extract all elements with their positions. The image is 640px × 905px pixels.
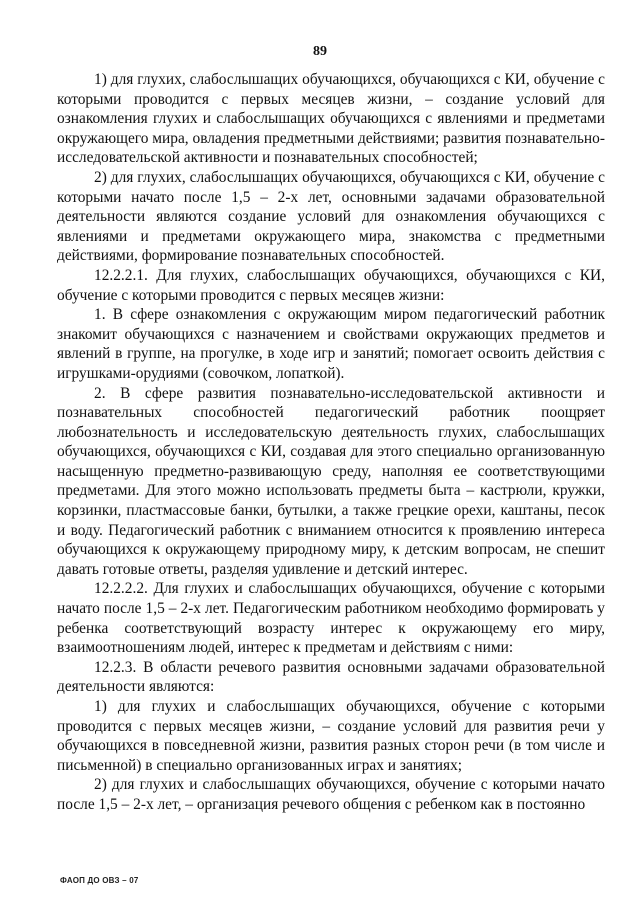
page-number: 89 bbox=[313, 44, 327, 59]
paragraph: 2. В сфере развития познавательно-исследовательской активности и познавательных способностей педагогический работник поощряет любознательность и исследовательскую деятельность глухих, слабослышащих обучающихся, обучающихся с КИ, создавая для этого специально организованную насыщенную предметно-развивающую среду, наполняя ее соответствующими предметами. Для этого можно использовать предметы быта – кастрюли, кружки, корзинки, пластмассовые банки, бутылки, а также грецкие орехи, каштаны, песок и воду. Педагогический работник с вниманием относится к проявлению интереса обучающихся к окружающему природному миру, к детским вопросам, не спешит давать готовые ответы, разделяя удивление и детский интерес. bbox=[57, 384, 605, 578]
paragraph: 2) для глухих, слабослышащих обучающихся, обучающихся с КИ, обучение с которыми начато после 1,5 – 2-х лет, основными задачами образовательной деятельности являются создание условий для ознакомления обучающихся с явлениями и предметами окружающего мира, знакомства с предметными действиями, формирование познавательных способностей. bbox=[57, 168, 605, 265]
paragraph: 2) для глухих и слабослышащих обучающихся, обучение с которыми начато после 1,5 – 2-х лет, – организация речевого общения с ребенком как в постоянно bbox=[57, 776, 605, 813]
paragraph: 1) для глухих и слабослышащих обучающихся, обучение с которыми проводится с первых месяцев жизни, – создание условий для развития речи у обучающихся в повседневной жизни, развития разных сторон речи (в том числе и письменной) в специально организованных играх и занятиях; bbox=[57, 698, 605, 774]
paragraph: 1) для глухих, слабослышащих обучающихся, обучающихся с КИ, обучение с которыми проводится с первых месяцев жизни, – создание условий для ознакомления глухих и слабослышащих обучающихся с явлениями и предметами окружающего мира, овладения предметными действиями; развития познавательно-исследовательской активности и познавательных способностей; bbox=[57, 71, 605, 167]
paragraph: 12.2.2.2. Для глухих и слабослышащих обучающихся, обучение с которыми начато после 1,5 – 2-х лет. Педагогическим работником необходимо формировать у ребенка соответствующий возрасту интерес к окружающему его миру, взаимоотношениям людей, интерес к предметам и действиям с ними: bbox=[57, 580, 605, 657]
page-body bbox=[57, 70, 605, 815]
paragraph: 12.2.2.1. Для глухих, слабослышащих обучающихся, обучающихся с КИ, обучение с которыми проводится с первых месяцев жизни: bbox=[57, 266, 605, 304]
footer-document-code: ФАОП ДО ОВЗ – 07 bbox=[60, 876, 139, 885]
paragraph: 12.2.3. В области речевого развития основными задачами образовательной деятельности являются: bbox=[57, 658, 605, 696]
paragraph: 1. В сфере ознакомления с окружающим миром педагогический работник знакомит обучающихся с назначением и свойствами окружающих предметов и явлений в группе, на прогулке, в ходе игр и занятий; помогает освоить действия с игрушками-орудиями (совочком, лопаткой). bbox=[57, 306, 605, 382]
